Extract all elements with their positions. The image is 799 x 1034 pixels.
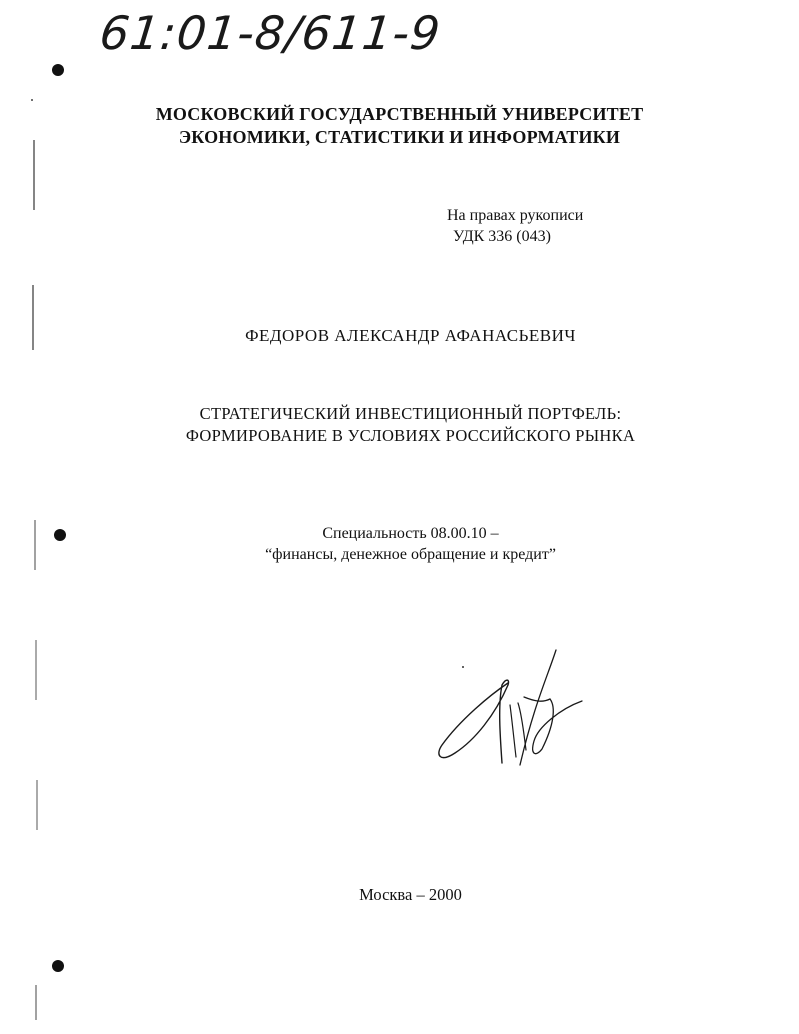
university-name-line2: ЭКОНОМИКИ, СТАТИСТИКИ И ИНФОРМАТИКИ bbox=[178, 127, 621, 147]
specialty-code: Специальность 08.00.10 – bbox=[322, 525, 499, 542]
binding-hole-top bbox=[52, 64, 64, 76]
specialty-name: “финансы, денежное обращение и кредит” bbox=[265, 546, 556, 563]
university-name bbox=[0, 103, 799, 149]
author-signature bbox=[430, 645, 590, 770]
dissertation-title-line2: ФОРМИРОВАНИЕ В УСЛОВИЯХ РОССИЙСКОГО РЫНКА bbox=[185, 426, 636, 445]
author-name: ФЕДОРОВ АЛЕКСАНДР АФАНАСЬЕВИЧ bbox=[245, 326, 576, 345]
specialty-block bbox=[0, 523, 799, 565]
scan-speck bbox=[31, 99, 33, 101]
dissertation-title bbox=[0, 403, 799, 447]
manuscript-rights-block bbox=[447, 205, 583, 247]
place-and-year: Москва – 2000 bbox=[359, 885, 462, 904]
university-name-line1: МОСКОВСКИЙ ГОСУДАРСТВЕННЫЙ УНИВЕРСИТЕТ bbox=[155, 104, 644, 124]
handwritten-archive-code: 61:01-8/611-9 bbox=[97, 6, 444, 60]
binding-hole-bottom bbox=[52, 960, 64, 972]
udk-code: УДК 336 (043) bbox=[453, 228, 551, 245]
manuscript-rights: На правах рукописи bbox=[447, 207, 584, 224]
scan-binding-marks bbox=[0, 0, 70, 1034]
dissertation-title-line1: СТРАТЕГИЧЕСКИЙ ИНВЕСТИЦИОННЫЙ ПОРТФЕЛЬ: bbox=[199, 404, 622, 423]
